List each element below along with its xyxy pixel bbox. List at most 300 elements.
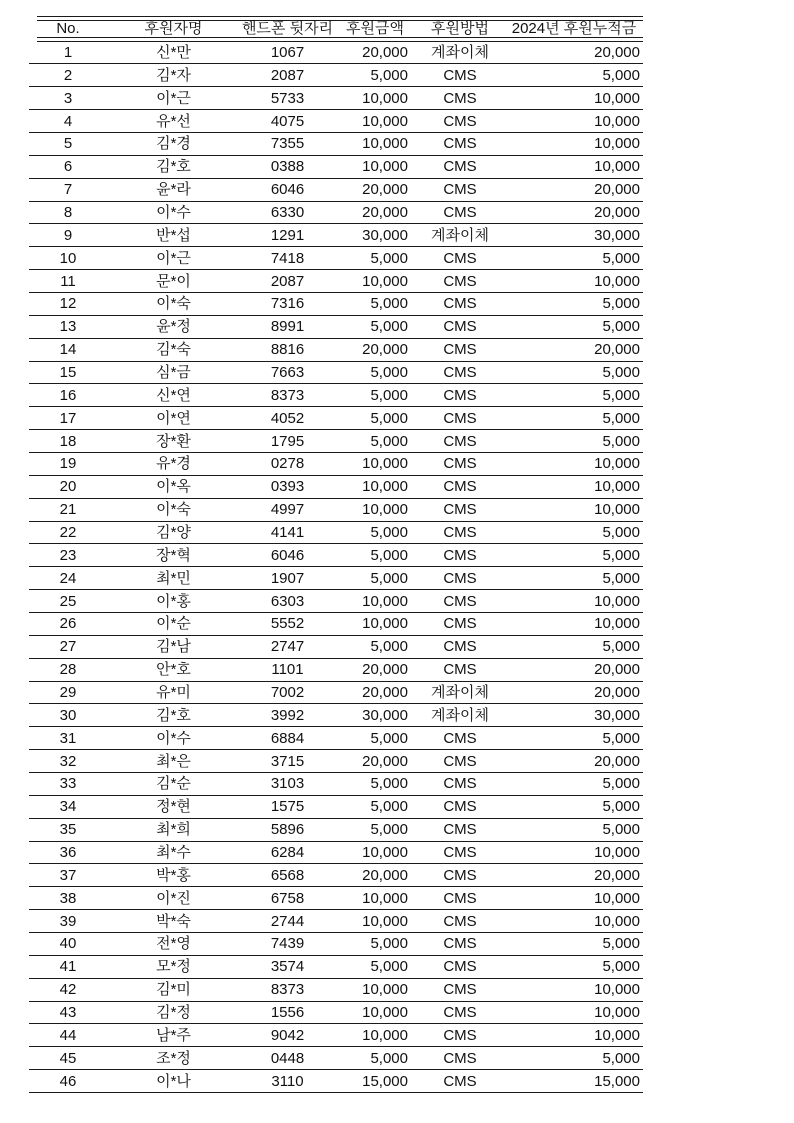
donor-name-cell: 김*미 [156, 981, 191, 999]
phone-last-digits-cell: 7316 [270, 295, 305, 313]
table-row [29, 407, 643, 430]
table-row [29, 499, 643, 522]
phone-last-digits-cell: 0393 [270, 478, 305, 496]
table-row [29, 156, 643, 179]
donor-name-cell: 이*근 [156, 89, 191, 107]
cumulative-amount-cell: 20,000 [594, 43, 640, 61]
table-header-row [29, 21, 643, 38]
donor-name-cell: 박*숙 [156, 912, 191, 930]
table-row [29, 704, 643, 727]
phone-last-digits-cell: 7355 [270, 135, 305, 153]
donation-amount-cell: 5,000 [370, 935, 408, 953]
cumulative-amount-cell: 20,000 [594, 752, 640, 770]
donation-method-cell: CMS [443, 112, 477, 130]
donation-amount-cell: 5,000 [370, 775, 408, 793]
phone-last-digits-cell: 2747 [270, 638, 305, 656]
table-row [29, 1024, 643, 1047]
donation-method-cell: CMS [443, 455, 477, 473]
donor-name-cell: 김*호 [156, 706, 191, 724]
row-no-cell: 44 [59, 1026, 77, 1044]
phone-last-digits-cell: 3103 [270, 775, 305, 793]
table-row [29, 956, 643, 979]
donor-name-cell: 김*정 [156, 1004, 191, 1022]
cumulative-amount-cell: 5,000 [602, 1049, 640, 1067]
donation-method-cell: CMS [443, 501, 477, 519]
donation-amount-cell: 5,000 [370, 295, 408, 313]
row-no-cell: 34 [59, 798, 77, 816]
phone-last-digits-cell: 7418 [270, 249, 305, 267]
donation-amount-cell: 20,000 [362, 203, 408, 221]
donor-name-cell: 이*숙 [156, 295, 191, 313]
donation-method-cell: CMS [443, 363, 477, 381]
donation-method-cell: CMS [443, 181, 477, 199]
phone-last-digits-cell: 5896 [270, 821, 305, 839]
phone-last-digits-cell: 8373 [270, 981, 305, 999]
donor-name-cell: 이*근 [156, 249, 191, 267]
phone-last-digits-cell: 1795 [270, 432, 305, 450]
row-no-cell: 25 [59, 592, 77, 610]
donation-amount-cell: 15,000 [362, 1072, 408, 1090]
phone-last-digits-cell: 4052 [270, 409, 305, 427]
donor-name-cell: 모*정 [156, 958, 191, 976]
table-row [29, 224, 643, 247]
row-no-cell: 22 [59, 523, 77, 541]
table-row [29, 453, 643, 476]
donation-amount-cell: 10,000 [362, 592, 408, 610]
phone-last-digits-cell: 6884 [270, 729, 305, 747]
cumulative-amount-cell: 5,000 [602, 935, 640, 953]
donation-method-cell: CMS [443, 158, 477, 176]
donor-name-cell: 이*옥 [156, 478, 191, 496]
donation-amount-cell: 5,000 [370, 958, 408, 976]
row-no-cell: 6 [63, 158, 73, 176]
donation-amount-cell: 5,000 [370, 363, 408, 381]
cumulative-amount-cell: 10,000 [594, 158, 640, 176]
donation-amount-cell: 10,000 [362, 1026, 408, 1044]
phone-last-digits-cell: 0278 [270, 455, 305, 473]
donation-amount-cell: 10,000 [362, 615, 408, 633]
row-no-cell: 15 [59, 363, 77, 381]
row-no-cell: 4 [63, 112, 73, 130]
donation-method-cell: CMS [443, 638, 477, 656]
donor-name-cell: 김*남 [156, 638, 191, 656]
donation-method-cell: CMS [443, 478, 477, 496]
row-no-cell: 12 [59, 295, 77, 313]
donation-method-cell: CMS [443, 615, 477, 633]
cumulative-amount-cell: 20,000 [594, 683, 640, 701]
row-no-cell: 30 [59, 706, 77, 724]
donation-method-cell: 계좌이체 [431, 706, 489, 724]
table-row [29, 544, 643, 567]
donation-amount-cell: 20,000 [362, 866, 408, 884]
donation-method-cell: CMS [443, 1026, 477, 1044]
donor-name-cell: 윤*정 [156, 318, 191, 336]
row-no-cell: 36 [59, 844, 77, 861]
donor-name-cell: 이*홍 [156, 592, 191, 610]
donor-name-cell: 조*정 [156, 1049, 191, 1067]
donation-method-cell: CMS [443, 318, 477, 336]
donation-method-cell: CMS [443, 729, 477, 747]
cumulative-amount-cell: 10,000 [594, 889, 640, 907]
donation-amount-cell: 5,000 [370, 386, 408, 404]
row-no-cell: 33 [59, 775, 77, 793]
donation-method-cell: 계좌이체 [431, 683, 489, 701]
donor-name-cell: 장*혁 [156, 546, 191, 564]
donor-name-cell: 장*환 [156, 432, 191, 450]
row-no-cell: 31 [59, 729, 77, 747]
donation-method-cell: CMS [443, 752, 477, 770]
table-row [29, 476, 643, 499]
donor-name-cell: 이*수 [156, 203, 191, 221]
donor-name-cell: 박*홍 [156, 866, 191, 884]
donation-amount-cell: 5,000 [370, 1049, 408, 1067]
cumulative-amount-cell: 20,000 [594, 203, 640, 221]
donor-name-cell: 심*금 [156, 363, 191, 381]
table-row [29, 590, 643, 613]
donor-name-cell: 최*은 [156, 752, 191, 770]
phone-last-digits-cell: 6758 [270, 889, 305, 907]
donor-name-cell: 이*연 [156, 409, 191, 427]
table-row [29, 796, 643, 819]
donation-amount-cell: 10,000 [362, 889, 408, 907]
donation-method-cell: CMS [443, 409, 477, 427]
row-no-cell: 32 [59, 752, 77, 770]
table-row [29, 247, 643, 270]
table-row [29, 727, 643, 750]
phone-last-digits-cell: 2087 [270, 272, 305, 290]
cumulative-amount-cell: 5,000 [602, 432, 640, 450]
cumulative-amount-cell: 20,000 [594, 866, 640, 884]
row-no-cell: 29 [59, 683, 77, 701]
donation-amount-cell: 30,000 [362, 706, 408, 724]
row-no-cell: 42 [59, 981, 77, 999]
donor-name-cell: 김*경 [156, 135, 191, 153]
row-no-cell: 41 [59, 958, 77, 976]
donation-method-cell: CMS [443, 844, 477, 861]
donor-name-cell: 정*현 [156, 798, 191, 816]
phone-last-digits-cell: 3715 [270, 752, 305, 770]
donation-method-cell: CMS [443, 295, 477, 313]
donation-method-cell: CMS [443, 272, 477, 290]
donation-amount-cell: 5,000 [370, 569, 408, 587]
cumulative-amount-cell: 5,000 [602, 569, 640, 587]
row-no-cell: 40 [59, 935, 77, 953]
donation-method-cell: CMS [443, 592, 477, 610]
donor-name-cell: 이*숙 [156, 501, 191, 519]
table-row [29, 293, 643, 316]
donation-method-cell: CMS [443, 958, 477, 976]
donation-method-cell: CMS [443, 775, 477, 793]
donation-amount-cell: 10,000 [362, 89, 408, 107]
phone-last-digits-cell: 4075 [270, 112, 305, 130]
cumulative-amount-cell: 10,000 [594, 478, 640, 496]
phone-last-digits-cell: 6303 [270, 592, 305, 610]
cumulative-amount-cell: 5,000 [602, 821, 640, 839]
row-no-cell: 27 [59, 638, 77, 656]
cumulative-amount-cell: 10,000 [594, 135, 640, 153]
phone-last-digits-cell: 2087 [270, 66, 305, 84]
donor-name-cell: 반*섭 [156, 226, 191, 244]
donation-amount-cell: 10,000 [362, 455, 408, 473]
cumulative-amount-cell: 10,000 [594, 615, 640, 633]
table-body [29, 42, 643, 1094]
donation-amount-cell: 10,000 [362, 158, 408, 176]
donation-method-cell: CMS [443, 432, 477, 450]
table-row [29, 362, 643, 385]
row-no-cell: 45 [59, 1049, 77, 1067]
phone-last-digits-cell: 1101 [271, 661, 304, 679]
table-row [29, 87, 643, 110]
table-row [29, 316, 643, 339]
row-no-cell: 28 [59, 661, 77, 679]
donation-method-cell: CMS [443, 135, 477, 153]
row-no-cell: 9 [63, 226, 73, 244]
table-row [29, 864, 643, 887]
donation-method-cell: CMS [443, 821, 477, 839]
table-row [29, 659, 643, 682]
donation-amount-cell: 5,000 [370, 318, 408, 336]
header-cell-donor-name: 후원자명 [144, 20, 203, 38]
donation-amount-cell: 30,000 [362, 226, 408, 244]
donor-name-cell: 남*주 [156, 1026, 191, 1044]
row-no-cell: 2 [63, 66, 73, 84]
donation-amount-cell: 20,000 [362, 181, 408, 199]
row-no-cell: 20 [59, 478, 77, 496]
donation-amount-cell: 5,000 [370, 729, 408, 747]
phone-last-digits-cell: 1291 [270, 226, 305, 244]
table-row [29, 682, 643, 705]
row-no-cell: 3 [63, 89, 73, 107]
donation-amount-cell: 10,000 [362, 1004, 408, 1022]
cumulative-amount-cell: 10,000 [594, 89, 640, 107]
donation-amount-cell: 10,000 [362, 135, 408, 153]
phone-last-digits-cell: 3574 [270, 958, 305, 976]
row-no-cell: 19 [59, 455, 77, 473]
donation-method-cell: CMS [443, 1004, 477, 1022]
phone-last-digits-cell: 4997 [270, 501, 305, 519]
donation-amount-cell: 20,000 [362, 683, 408, 701]
donation-method-cell: CMS [443, 341, 477, 359]
table-row [29, 1002, 643, 1025]
cumulative-amount-cell: 10,000 [594, 455, 640, 473]
donation-method-cell: CMS [443, 569, 477, 587]
donation-method-cell: CMS [443, 66, 477, 84]
row-no-cell: 24 [59, 569, 77, 587]
donation-amount-cell: 20,000 [362, 341, 408, 359]
donation-amount-cell: 5,000 [370, 798, 408, 816]
table-row [29, 110, 643, 133]
cumulative-amount-cell: 30,000 [594, 226, 640, 244]
phone-last-digits-cell: 8816 [270, 341, 305, 359]
donation-method-cell: CMS [443, 981, 477, 999]
cumulative-amount-cell: 10,000 [594, 1026, 640, 1044]
phone-last-digits-cell: 5733 [270, 89, 305, 107]
table-row [29, 430, 643, 453]
header-cell-amount: 후원금액 [346, 20, 404, 38]
donation-method-cell: CMS [443, 798, 477, 816]
table-row [29, 179, 643, 202]
cumulative-amount-cell: 10,000 [594, 272, 640, 290]
donor-name-cell: 이*나 [156, 1072, 191, 1090]
phone-last-digits-cell: 2744 [270, 912, 305, 930]
donation-method-cell: CMS [443, 546, 477, 564]
table-row [29, 933, 643, 956]
donation-method-cell: CMS [443, 89, 477, 107]
donation-method-cell: CMS [443, 935, 477, 953]
donation-amount-cell: 10,000 [362, 478, 408, 496]
cumulative-amount-cell: 5,000 [602, 249, 640, 267]
donation-amount-cell: 5,000 [370, 409, 408, 427]
table-row [29, 842, 643, 865]
cumulative-amount-cell: 5,000 [602, 386, 640, 404]
cumulative-amount-cell: 5,000 [602, 775, 640, 793]
donor-name-cell: 이*수 [156, 729, 191, 747]
header-cell-phone: 핸드폰 뒷자리 [241, 20, 334, 38]
row-no-cell: 14 [59, 341, 77, 359]
phone-last-digits-cell: 6046 [270, 546, 305, 564]
table-row [29, 887, 643, 910]
donation-method-cell: CMS [443, 523, 477, 541]
donor-name-cell: 최*민 [156, 569, 191, 587]
table-row [29, 202, 643, 225]
row-no-cell: 37 [59, 866, 77, 884]
table-row [29, 567, 643, 590]
table-row [29, 773, 643, 796]
donation-method-cell: CMS [443, 866, 477, 884]
donation-method-cell: CMS [443, 386, 477, 404]
donation-method-cell: CMS [443, 1049, 477, 1067]
table-row [29, 384, 643, 407]
table-row [29, 636, 643, 659]
phone-last-digits-cell: 1556 [270, 1004, 305, 1022]
cumulative-amount-cell: 20,000 [594, 181, 640, 199]
table-row [29, 133, 643, 156]
header-cell-no: No. [56, 20, 80, 38]
donation-amount-cell: 5,000 [370, 66, 408, 84]
cumulative-amount-cell: 5,000 [602, 523, 640, 541]
donor-name-cell: 유*경 [156, 455, 191, 473]
donation-amount-cell: 20,000 [362, 43, 408, 61]
donation-amount-cell: 10,000 [362, 501, 408, 519]
donation-amount-cell: 5,000 [370, 249, 408, 267]
cumulative-amount-cell: 15,000 [594, 1072, 640, 1090]
row-no-cell: 11 [60, 272, 76, 290]
donation-amount-cell: 5,000 [370, 523, 408, 541]
cumulative-amount-cell: 10,000 [594, 981, 640, 999]
row-no-cell: 26 [59, 615, 77, 633]
donation-amount-cell: 20,000 [362, 661, 408, 679]
row-no-cell: 35 [59, 821, 77, 839]
cumulative-amount-cell: 10,000 [594, 844, 640, 861]
header-cell-cumulative: 2024년 후원누적금 [511, 20, 637, 38]
table-row [29, 64, 643, 87]
cumulative-amount-cell: 5,000 [602, 798, 640, 816]
row-no-cell: 38 [59, 889, 77, 907]
row-no-cell: 10 [59, 249, 77, 267]
phone-last-digits-cell: 1575 [270, 798, 305, 816]
donor-name-cell: 김*양 [156, 523, 191, 541]
donation-amount-cell: 10,000 [362, 912, 408, 930]
donation-amount-cell: 10,000 [362, 112, 408, 130]
row-no-cell: 18 [59, 432, 77, 450]
cumulative-amount-cell: 5,000 [602, 409, 640, 427]
table-row [29, 819, 643, 842]
phone-last-digits-cell: 6046 [270, 181, 305, 199]
phone-last-digits-cell: 1907 [270, 569, 305, 587]
phone-last-digits-cell: 0388 [270, 158, 305, 176]
donation-method-cell: CMS [443, 889, 477, 907]
donation-method-cell: CMS [443, 249, 477, 267]
row-no-cell: 16 [59, 386, 77, 404]
phone-last-digits-cell: 9042 [270, 1026, 305, 1044]
table-row [29, 339, 643, 362]
row-no-cell: 13 [59, 318, 77, 336]
donor-name-cell: 문*이 [156, 272, 191, 290]
row-no-cell: 7 [63, 181, 73, 199]
phone-last-digits-cell: 1067 [270, 43, 305, 61]
donation-amount-cell: 5,000 [370, 432, 408, 450]
donation-amount-cell: 5,000 [370, 638, 408, 656]
donation-method-cell: CMS [443, 1072, 477, 1090]
table-row [29, 750, 643, 773]
donor-name-cell: 최*희 [156, 821, 191, 839]
row-no-cell: 8 [63, 203, 73, 221]
header-cell-method: 후원방법 [431, 20, 489, 38]
donor-name-cell: 김*숙 [156, 341, 191, 359]
cumulative-amount-cell: 20,000 [594, 341, 640, 359]
phone-last-digits-cell: 5552 [270, 615, 305, 633]
row-no-cell: 1 [63, 43, 73, 61]
phone-last-digits-cell: 7439 [270, 935, 305, 953]
cumulative-amount-cell: 10,000 [594, 592, 640, 610]
donor-name-cell: 유*미 [156, 683, 191, 701]
donor-name-cell: 윤*라 [156, 181, 191, 199]
donor-name-cell: 이*순 [156, 615, 191, 633]
phone-last-digits-cell: 8373 [270, 386, 305, 404]
cumulative-amount-cell: 30,000 [594, 706, 640, 724]
table-row [29, 522, 643, 545]
cumulative-amount-cell: 5,000 [602, 958, 640, 976]
donor-name-cell: 김*순 [156, 775, 191, 793]
row-no-cell: 46 [59, 1072, 77, 1090]
donation-amount-cell: 10,000 [362, 981, 408, 999]
row-no-cell: 23 [59, 546, 77, 564]
donation-method-cell: CMS [443, 661, 477, 679]
donation-method-cell: CMS [443, 203, 477, 221]
donation-method-cell: 계좌이체 [431, 226, 489, 244]
donation-amount-cell: 20,000 [362, 752, 408, 770]
donor-table [29, 16, 643, 1093]
donor-name-cell: 신*연 [156, 386, 191, 404]
cumulative-amount-cell: 5,000 [602, 66, 640, 84]
table-row [29, 910, 643, 933]
phone-last-digits-cell: 7002 [270, 683, 305, 701]
row-no-cell: 43 [59, 1004, 77, 1022]
donation-method-cell: 계좌이체 [431, 43, 489, 61]
donor-name-cell: 전*영 [156, 935, 191, 953]
donor-name-cell: 최*수 [156, 844, 191, 861]
phone-last-digits-cell: 6568 [270, 866, 305, 884]
table-row [29, 270, 643, 293]
donor-name-cell: 김*자 [156, 66, 191, 84]
cumulative-amount-cell: 20,000 [594, 661, 640, 679]
cumulative-amount-cell: 5,000 [602, 546, 640, 564]
table-row [29, 979, 643, 1002]
cumulative-amount-cell: 5,000 [602, 363, 640, 381]
table-row [29, 613, 643, 636]
phone-last-digits-cell: 0448 [270, 1049, 305, 1067]
donation-method-cell: CMS [443, 912, 477, 930]
